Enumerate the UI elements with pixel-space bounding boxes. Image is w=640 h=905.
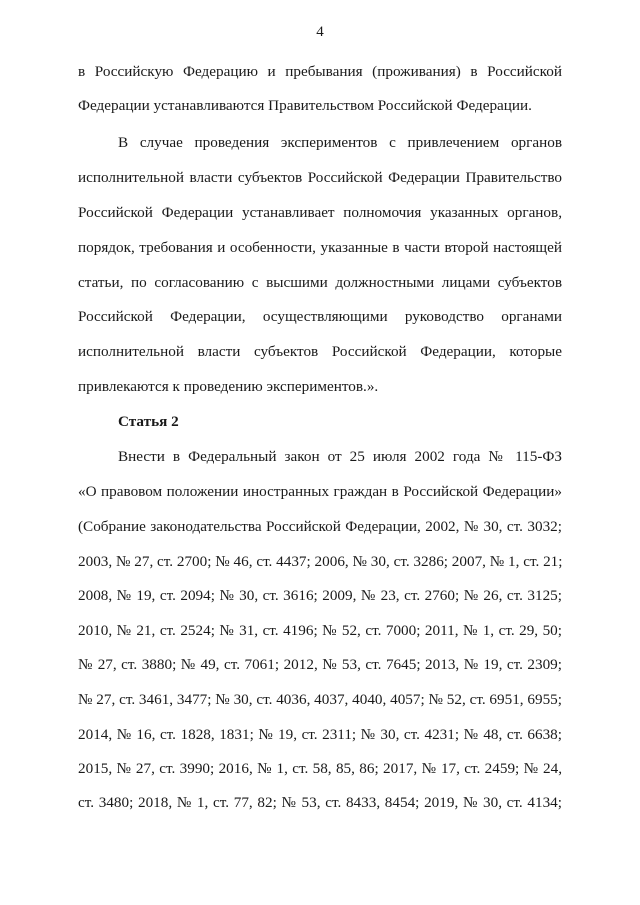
paragraph-3-line-9: 2014, № 16, ст. 1828, 1831; № 19, ст. 2311; № 30, ст. 4231; № 48, ст. 6638; [78, 726, 562, 743]
paragraph-3-line-1: Внести в Федеральный закон от 25 июля 2002 года № 115-ФЗ [118, 448, 562, 465]
paragraph-1-line-2: Федерации устанавливаются Правительством Российской Федерации. [78, 97, 532, 114]
paragraph-3-line-4: 2003, № 27, ст. 2700; № 46, ст. 4437; 2006, № 30, ст. 3286; 2007, № 1, ст. 21; [78, 553, 563, 570]
paragraph-1-line-1: в Российскую Федерацию и пребывания (проживания) в Российской [78, 63, 562, 80]
paragraph-3-line-8: № 27, ст. 3461, 3477; № 30, ст. 4036, 4037, 4040, 4057; № 52, ст. 6951, 6955; [78, 691, 562, 708]
paragraph-3-line-6: 2010, № 21, ст. 2524; № 31, ст. 4196; № 52, ст. 7000; 2011, № 1, ст. 29, 50; [78, 622, 562, 639]
page-number: 4 [316, 24, 324, 40]
paragraph-2-line-1: В случае проведения экспериментов с привлечением органов [118, 134, 562, 151]
paragraph-2-line-6: Российской Федерации, осуществляющими руководство органами [78, 308, 562, 325]
paragraph-2-line-2: исполнительной власти субъектов Российской Федерации Правительство [78, 169, 562, 186]
article-heading: Статья 2 [118, 413, 179, 430]
paragraph-2-line-5: статьи, по согласованию с высшими должностными лицами субъектов [78, 274, 562, 291]
paragraph-3-line-11: ст. 3480; 2018, № 1, ст. 77, 82; № 53, ст. 8433, 8454; 2019, № 30, ст. 4134; [78, 794, 562, 811]
paragraph-3-line-10: 2015, № 27, ст. 3990; 2016, № 1, ст. 58, 85, 86; 2017, № 17, ст. 2459; № 24, [78, 760, 562, 777]
paragraph-2-line-8: привлекаются к проведению экспериментов.». [78, 378, 379, 395]
paragraph-2-line-7: исполнительной власти субъектов Российской Федерации, которые [78, 343, 562, 360]
paragraph-2-line-4: порядок, требования и особенности, указанные в части второй настоящей [78, 239, 562, 256]
paragraph-3-line-7: № 27, ст. 3880; № 49, ст. 7061; 2012, № 53, ст. 7645; 2013, № 19, ст. 2309; [78, 656, 562, 673]
paragraph-3-line-5: 2008, № 19, ст. 2094; № 30, ст. 3616; 2009, № 23, ст. 2760; № 26, ст. 3125; [78, 587, 562, 604]
paragraph-3-line-2: «О правовом положении иностранных граждан в Российской Федерации» [78, 483, 562, 500]
paragraph-2-line-3: Российской Федерации устанавливает полномочия указанных органов, [78, 204, 562, 221]
paragraph-3-line-3: (Собрание законодательства Российской Федерации, 2002, № 30, ст. 3032; [78, 518, 562, 535]
